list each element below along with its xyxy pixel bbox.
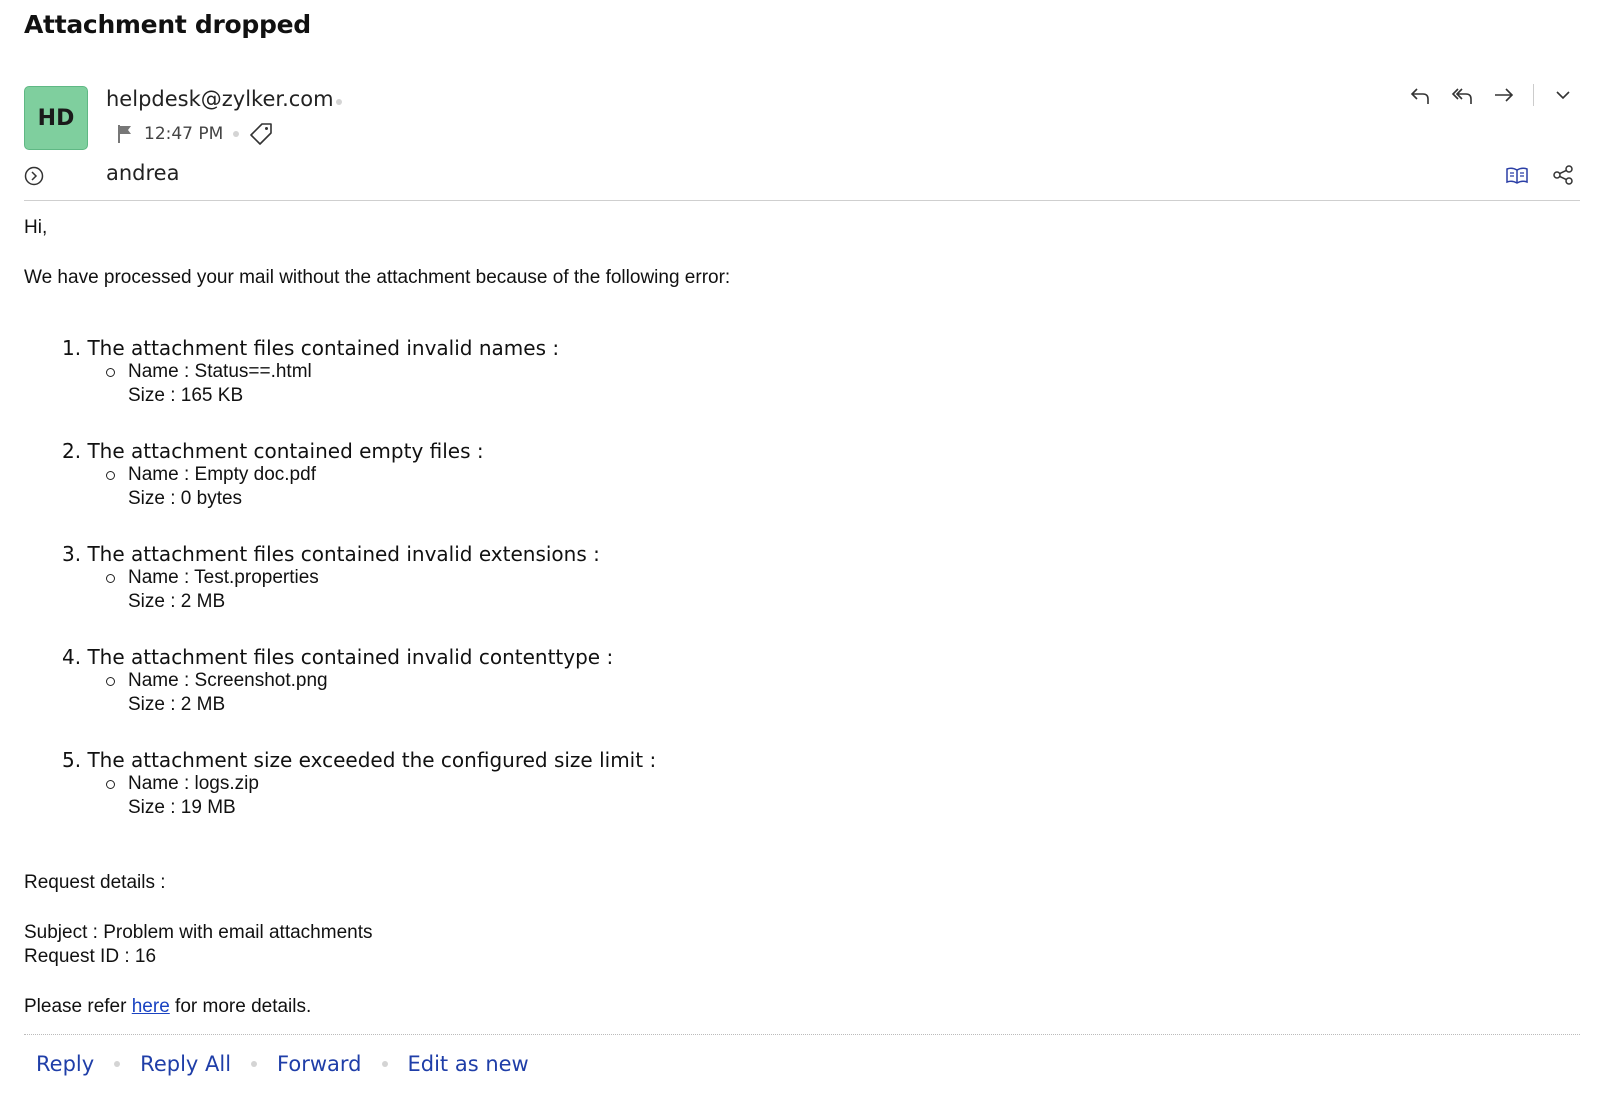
mail-time: 12:47 PM [144,124,224,144]
error-title: 3. The attachment files contained invalid extensions : [62,542,600,566]
request-subject: Subject : Problem with email attachments [24,922,373,943]
attachment-name: Name : Status==.html [128,361,312,382]
attachment-name: Name : Test.properties [128,567,319,588]
actions-divider [1533,84,1534,106]
share-icon[interactable] [1550,162,1576,188]
footer-separator [114,1061,120,1067]
bullet-icon [106,677,115,686]
request-id: Request ID : 16 [24,946,157,967]
request-section [24,871,1544,1019]
quick-actions [36,1052,529,1076]
greeting: Hi, [24,217,48,238]
bullet-icon [106,780,115,789]
error-item [62,645,656,717]
attachment-details [128,463,656,511]
error-item [62,439,656,511]
forward-link[interactable]: Forward [277,1052,362,1076]
view-actions [1504,162,1576,188]
flag-icon[interactable] [116,124,134,144]
error-title: 5. The attachment size exceeded the configured size limit : [62,748,657,772]
recipient-name[interactable]: andrea [106,161,180,185]
attachment-size: Size : 165 KB [128,385,244,406]
footer-separator [382,1061,388,1067]
request-details-label: Request details : [24,872,166,893]
presence-dot [336,99,342,105]
bullet-icon [106,368,115,377]
reading-view-icon[interactable] [1504,162,1530,188]
error-title: 2. The attachment contained empty files : [62,439,484,463]
expand-recipients-icon[interactable] [24,166,44,186]
attachment-name: Name : Screenshot.png [128,670,328,691]
meta-separator [233,131,239,137]
reply-icon[interactable] [1407,82,1433,108]
attachment-details [128,772,656,820]
intro-text: We have processed your mail without the attachment because of the following error: [24,267,731,288]
forward-icon[interactable] [1491,82,1517,108]
footer-separator [251,1061,257,1067]
reply-all-icon[interactable] [1449,82,1475,108]
avatar: HD [24,86,88,150]
bullet-icon [106,574,115,583]
error-item [62,748,656,820]
attachment-details [128,360,656,408]
refer-prefix: Please refer [24,996,132,1017]
mail-subject: Attachment dropped [24,10,311,39]
mail-body [24,216,1544,290]
error-item [62,542,656,614]
message-actions [1407,82,1576,108]
header-divider [24,200,1580,201]
error-title: 4. The attachment files contained invalid contenttype : [62,645,614,669]
attachment-name: Name : Empty doc.pdf [128,464,316,485]
chevron-down-icon[interactable] [1550,82,1576,108]
footer-divider [24,1034,1580,1035]
attachment-name: Name : logs.zip [128,773,259,794]
bullet-icon [106,471,115,480]
refer-text [24,995,1544,1019]
attachment-size: Size : 0 bytes [128,488,243,509]
reply-all-link[interactable]: Reply All [140,1052,232,1076]
details-link[interactable]: here [131,996,170,1017]
attachment-details [128,669,656,717]
sender-address[interactable]: helpdesk@zylker.com [106,87,334,111]
error-title: 1. The attachment files contained invalid names : [62,336,560,360]
edit-as-new-link[interactable]: Edit as new [407,1052,529,1076]
attachment-size: Size : 2 MB [128,591,226,612]
error-list [62,336,656,820]
tag-icon[interactable] [249,122,273,146]
attachment-size: Size : 19 MB [128,797,236,818]
attachment-size: Size : 2 MB [128,694,226,715]
error-item [62,336,656,408]
refer-suffix: for more details. [169,996,312,1017]
reply-link[interactable]: Reply [36,1052,95,1076]
attachment-details [128,566,656,614]
mail-meta [116,122,273,146]
